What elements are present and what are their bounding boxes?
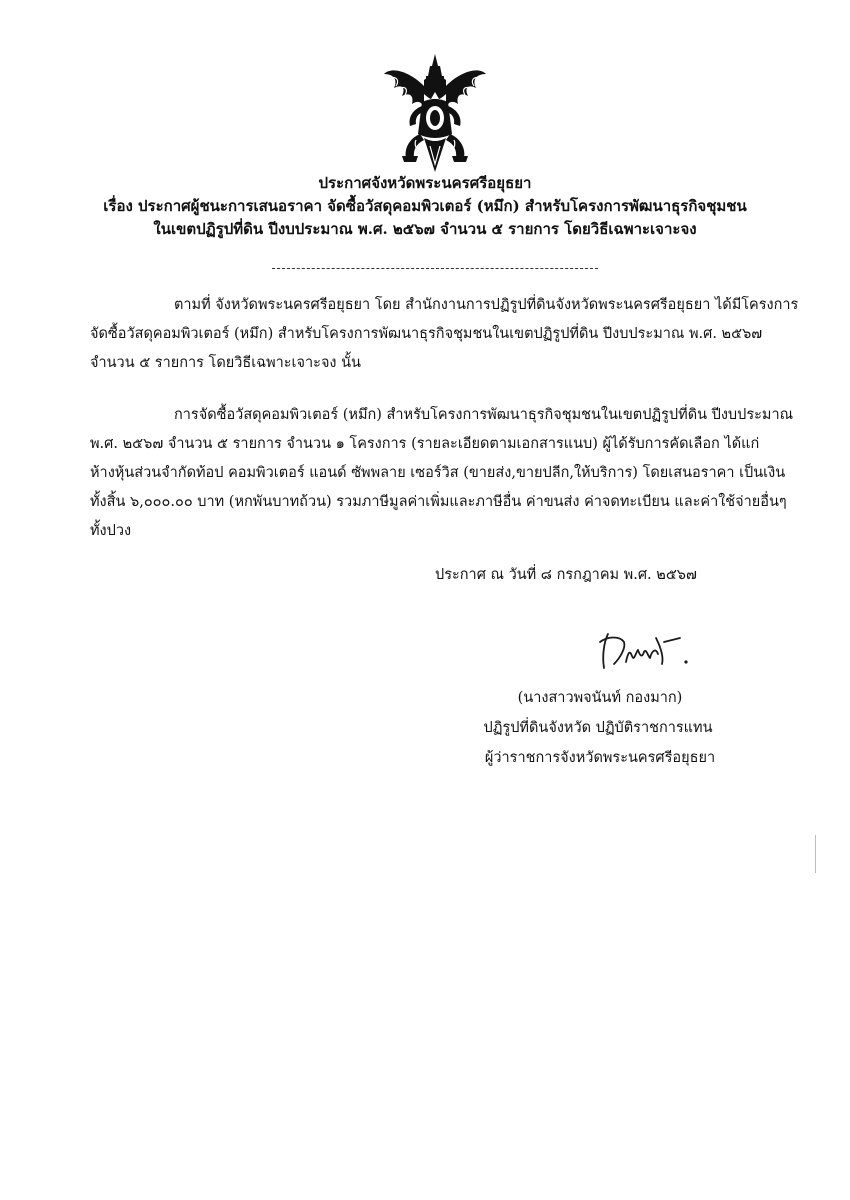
paragraph-line: การจัดซื้อวัสดุคอมพิวเตอร์ (หมึก) สำหรับโครงการพัฒนาธุรกิจชุมชนในเขตปฏิรูปที่ดิน ปีงบประมาณ [174, 407, 794, 423]
paragraph-line: ทั้งสิ้น ๖,๐๐๐.๐๐ บาท (หกพันบาทถ้วน) รวมภาษีมูลค่าเพิ่มและภาษีอื่น ค่าขนส่ง ค่าจดทะเบียน และค่าใช้จ่ายอื่นๆ [90, 494, 787, 510]
document-title: ประกาศจังหวัดพระนครศรีอยุธยา [318, 174, 532, 192]
header-separator [272, 268, 598, 269]
garuda-emblem-icon [380, 52, 490, 174]
paragraph-award [90, 401, 794, 546]
paragraph-line: ห้างหุ้นส่วนจำกัดท้อป คอมพิวเตอร์ แอนด์ ซัพพลาย เซอร์วิส (ขายส่ง,ขายปลีก,ให้บริการ) โดยเสนอราคา เป็นเงิน [90, 465, 786, 481]
signature-image [598, 628, 690, 676]
paragraph-line: ทั้งปวง [90, 523, 132, 539]
paragraph-line: พ.ศ. ๒๕๖๗ จำนวน ๕ รายการ จำนวน ๑ โครงการ (รายละเอียดตามเอกสารแนบ) ผู้ได้รับการคัดเลือก ได้แก่ [90, 436, 760, 452]
signatory-name: (นางสาวพจนันท์ กองมาก) [517, 690, 683, 706]
signatory-title: ปฏิรูปที่ดินจังหวัด ปฏิบัติราชการแทน [483, 720, 713, 736]
signatory-title: ผู้ว่าราชการจังหวัดพระนครศรีอยุธยา [484, 750, 716, 766]
signatory-block [470, 683, 730, 773]
paragraph-intro [90, 291, 799, 378]
document-subject-line1: เรื่อง ประกาศผู้ชนะการเสนอราคา จัดซื้อวัสดุคอมพิวเตอร์ (หมึก) สำหรับโครงการพัฒนาธุรกิจชุมชน [103, 197, 747, 215]
scan-margin-mark [815, 835, 816, 873]
document-header [0, 172, 850, 241]
paragraph-line: จัดซื้อวัสดุคอมพิวเตอร์ (หมึก) สำหรับโครงการพัฒนาธุรกิจชุมชนในเขตปฏิรูปที่ดิน ปีงบประมาณ พ.ศ. ๒๕๖๗ [90, 326, 763, 342]
document-subject-line2: ในเขตปฏิรูปที่ดิน ปีงบประมาณ พ.ศ. ๒๕๖๗ จำนวน ๕ รายการ โดยวิธีเฉพาะเจาะจง [153, 220, 697, 238]
paragraph-line: จำนวน ๕ รายการ โดยวิธีเฉพาะเจาะจง นั้น [90, 355, 361, 371]
announcement-date: ประกาศ ณ วันที่ ๘ กรกฎาคม พ.ศ. ๒๕๖๗ [435, 567, 697, 583]
paragraph-line: ตามที่ จังหวัดพระนครศรีอยุธยา โดย สำนักงานการปฏิรูปที่ดินจังหวัดพระนครศรีอยุธยา ได้มีโครงการ [174, 297, 799, 313]
